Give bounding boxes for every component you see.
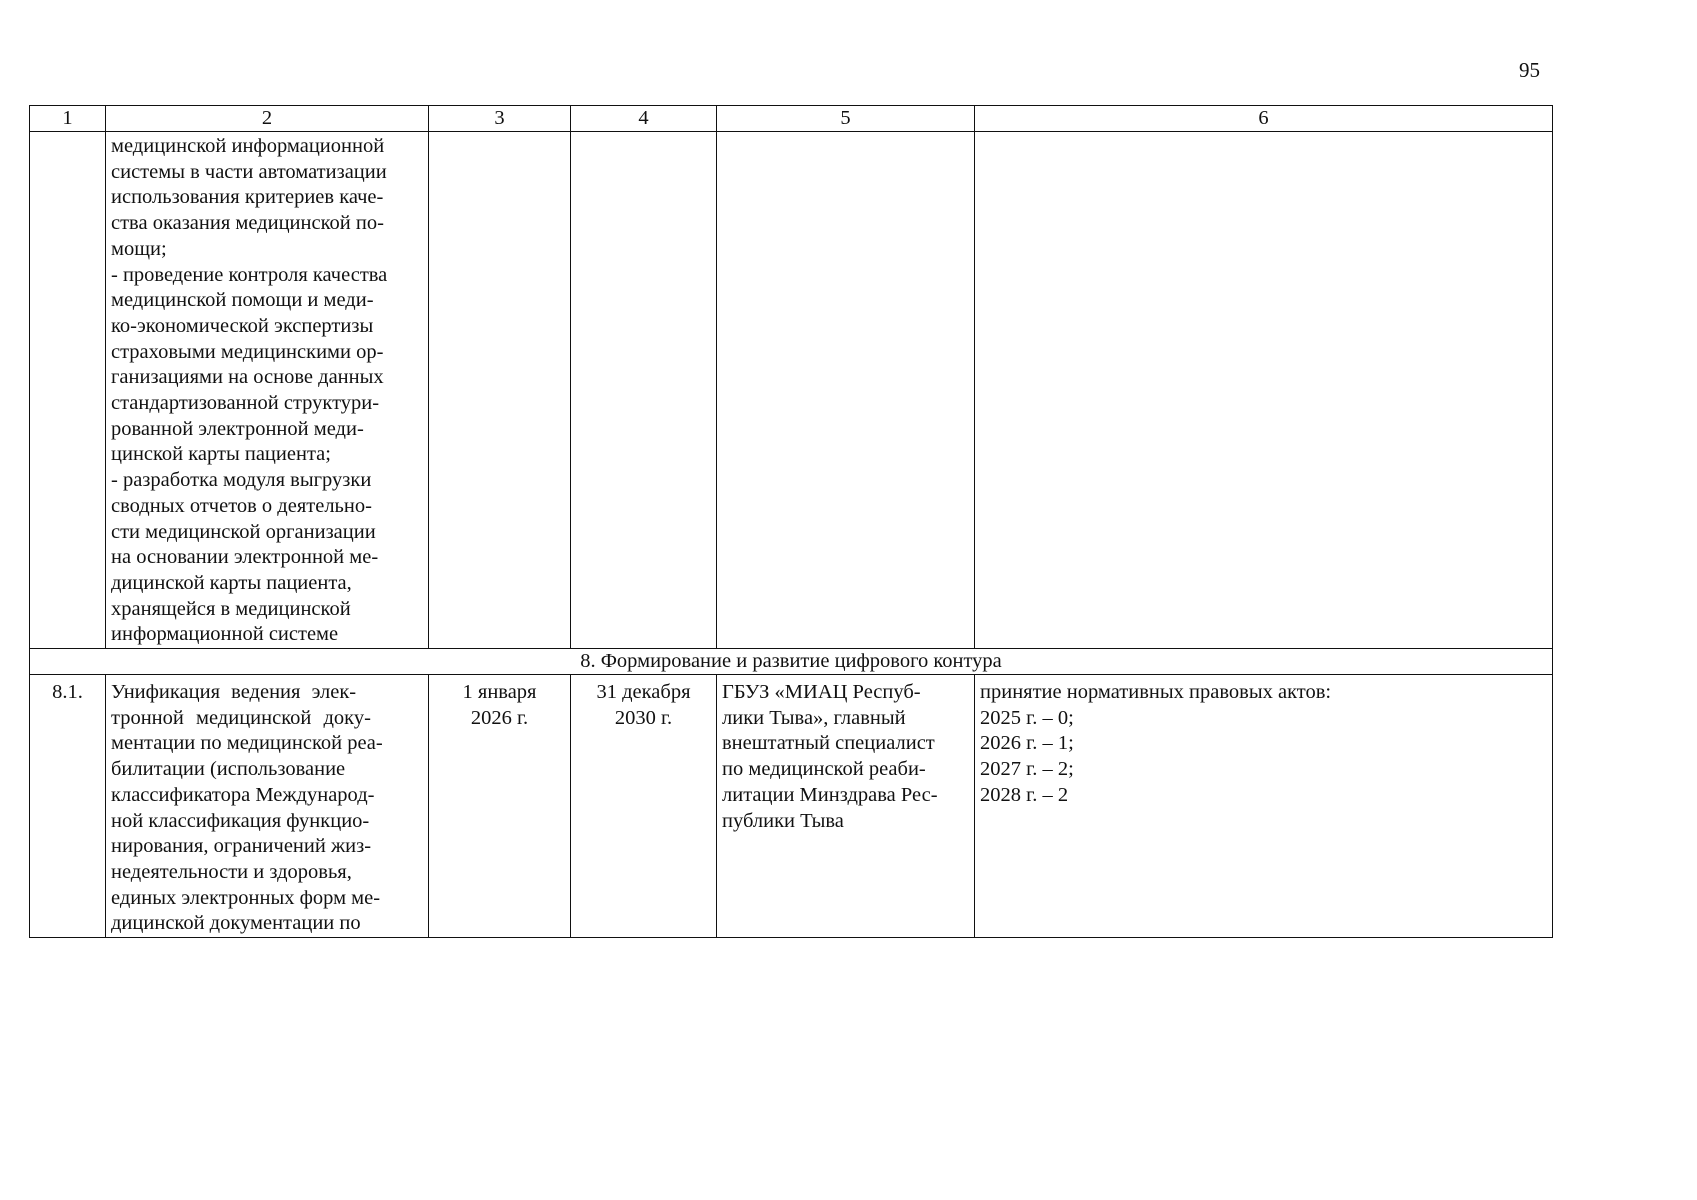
text-line: недеятельности и здоровья, xyxy=(111,860,352,883)
header-cell-5: 5 xyxy=(717,106,975,132)
item-number-cell: 8.1. xyxy=(30,675,106,938)
text-line: по медицинской реаби- xyxy=(722,758,926,781)
text-line: литации Минздрава Рес- xyxy=(722,783,938,806)
table-row xyxy=(30,675,1553,938)
item-responsible-cell xyxy=(717,675,975,938)
page-number: 95 xyxy=(1519,58,1540,82)
text-line: использования критериев каче- xyxy=(111,186,384,209)
document-table xyxy=(29,105,1553,938)
text-line: ганизациями на основе данных xyxy=(111,366,384,389)
continuation-number-cell xyxy=(30,132,106,649)
text-line: 1 января xyxy=(462,681,537,704)
item-end-date-cell xyxy=(571,675,717,938)
text-line: системы в части автоматизации xyxy=(111,160,387,183)
header-cell-3: 3 xyxy=(429,106,571,132)
text-line: ной классификация функцио- xyxy=(111,809,370,832)
text-line: публики Тыва xyxy=(722,809,844,832)
header-cell-4: 4 xyxy=(571,106,717,132)
continuation-result-cell xyxy=(975,132,1553,649)
text-line: 2025 г. – 0; xyxy=(980,706,1074,729)
table-row xyxy=(30,132,1553,649)
text-line: дицинской документации по xyxy=(111,912,361,935)
text-line: 2027 г. – 2; xyxy=(980,758,1074,781)
text-line: на основании электронной ме- xyxy=(111,546,379,569)
continuation-description-cell xyxy=(106,132,429,649)
text-line: дицинской карты пациента, xyxy=(111,571,352,594)
text-line: классификатора Международ- xyxy=(111,783,375,806)
text-line: - проведение контроля качества xyxy=(111,263,388,286)
text-line: тронной медицинской доку- xyxy=(111,706,371,729)
text-line: стандартизованной структури- xyxy=(111,392,380,415)
item-start-date-cell xyxy=(429,675,571,938)
header-cell-6: 6 xyxy=(975,106,1553,132)
continuation-responsible-cell xyxy=(717,132,975,649)
text-line: 2026 г. – 1; xyxy=(980,732,1074,755)
text-line: мощи; xyxy=(111,237,167,260)
header-cell-1: 1 xyxy=(30,106,106,132)
text-line: рованной электронной меди- xyxy=(111,417,364,440)
table-header-row xyxy=(30,106,1553,132)
text-line: 2026 г. xyxy=(470,706,529,729)
text-line: принятие нормативных правовых актов: xyxy=(980,681,1332,704)
text-line: страховыми медицинскими ор- xyxy=(111,340,384,363)
text-line: хранящейся в медицинской xyxy=(111,597,351,620)
text-line: - разработка модуля выгрузки xyxy=(111,469,372,492)
header-cell-2: 2 xyxy=(106,106,429,132)
text-line: ГБУЗ «МИАЦ Респуб- xyxy=(722,681,921,704)
text-line: ко-экономической экспертизы xyxy=(111,314,374,337)
text-line: сти медицинской организации xyxy=(111,520,376,543)
text-line: Унификация ведения элек- xyxy=(111,681,357,704)
text-line: внештатный специалист xyxy=(722,732,935,755)
item-result-cell xyxy=(975,675,1553,938)
text-line: 31 декабря xyxy=(596,681,691,704)
text-line: ства оказания медицинской по- xyxy=(111,212,384,235)
section-header-row xyxy=(30,649,1553,675)
continuation-end-date-cell xyxy=(571,132,717,649)
continuation-start-date-cell xyxy=(429,132,571,649)
text-line: 2030 г. xyxy=(614,706,673,729)
text-line: билитации (использование xyxy=(111,758,346,781)
text-line: нирования, ограничений жиз- xyxy=(111,835,372,858)
text-line: лики Тыва», главный xyxy=(722,706,906,729)
text-line: единых электронных форм ме- xyxy=(111,886,381,909)
text-line: ментации по медицинской реа- xyxy=(111,732,383,755)
text-line: медицинской информационной xyxy=(111,135,385,157)
text-line: информационной системе xyxy=(111,623,339,646)
section-title: 8. Формирование и развитие цифрового контура xyxy=(30,649,1553,675)
item-description-cell xyxy=(106,675,429,938)
text-line: сводных отчетов о деятельно- xyxy=(111,494,372,517)
text-line: 2028 г. – 2 xyxy=(980,783,1069,806)
text-line: цинской карты пациента; xyxy=(111,443,331,466)
text-line: медицинской помощи и меди- xyxy=(111,289,374,312)
